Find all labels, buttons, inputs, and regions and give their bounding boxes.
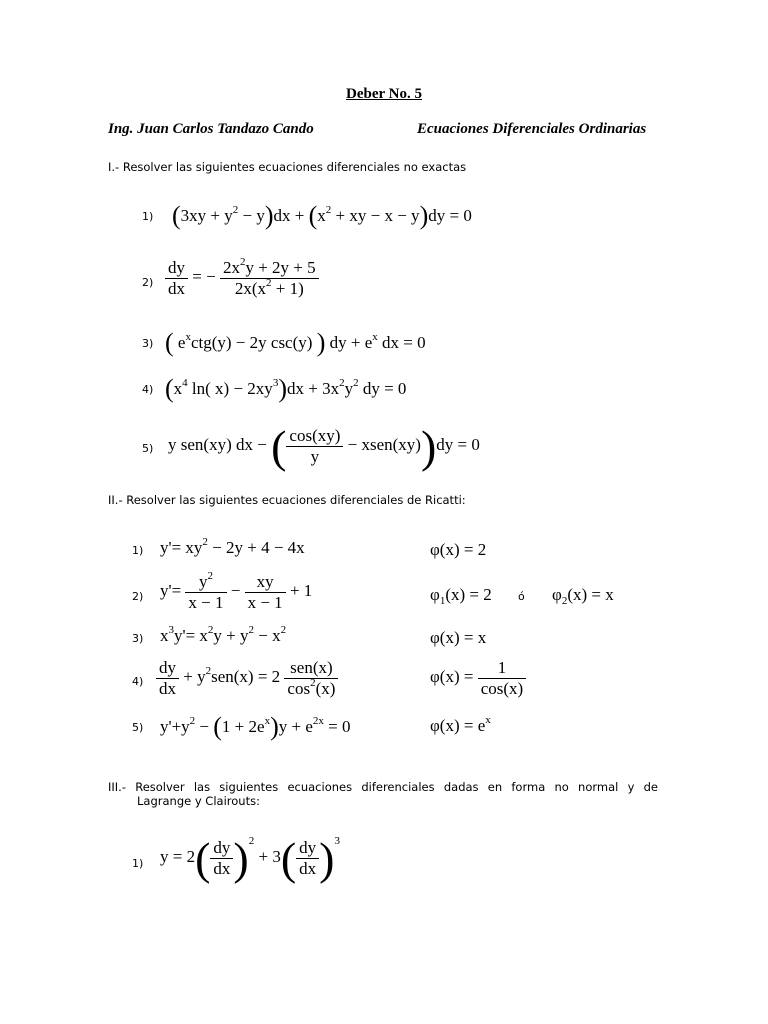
- s2-solution-2a: $\varphi_1(x) = 2$: [430, 585, 492, 607]
- section-3-heading-line1: III.- Resolver las siguientes ecuaciones diferenciales dadas en forma no normal y de: [108, 780, 658, 794]
- s2-solution-5: $\varphi(x) = e^x$: [430, 714, 491, 735]
- s2-or-word: ó: [518, 590, 525, 603]
- s2-equation-4: $\frac{dy}{dx}$ + $y^2sen(x) = 2$ $\frac{\text{sen(x)}}{\cos^2(x)}$: [156, 658, 338, 698]
- s1-equation-4: ($x^4$ ln( $x) - 2xy^3)dx + 3x^2y^2$ dy = 0: [165, 374, 407, 403]
- s1-equation-1: $(3xy + y^2 - y)dx + (x^2$ + xy − x − y)dy = 0: [172, 201, 472, 230]
- s2-item-4-number: 4): [132, 675, 144, 688]
- s1-item-2-number: 2): [142, 276, 154, 289]
- section-3-heading-line2: Lagrange y Clairouts:: [137, 794, 260, 808]
- s2-equation-5: $y'+y^2 - (1 + 2e^x)y + e^{2x} = 0$: [160, 712, 351, 741]
- course-name: Ecuaciones Diferenciales Ordinarias: [417, 121, 647, 137]
- section-2-heading: II.- Resolver las siguientes ecuaciones diferenciales de Ricatti:: [108, 493, 466, 507]
- s1-equation-2: $\frac{dy}{dx}$ = − $\frac{2x^2y + 2y + 5}{2x(x^2 + 1)}$: [165, 258, 319, 298]
- s2-equation-1: $y'= xy^2 - 2y + 4 - 4x$: [160, 536, 305, 557]
- s3-item-1-number: 1): [132, 857, 144, 870]
- s2-item-5-number: 5): [132, 721, 144, 734]
- s2-solution-1: φ(x) = 2: [430, 540, 487, 559]
- s2-solution-3: φ(x) = x: [430, 628, 487, 647]
- section-1-heading: I.- Resolver las siguientes ecuaciones diferenciales no exactas: [108, 160, 467, 174]
- s1-item-1-number: 1): [142, 210, 154, 223]
- s1-item-4-number: 4): [142, 383, 154, 396]
- s2-equation-2: y'= $\frac{y^2}{x - 1}$ − $\frac{xy}{x - 1}$ + 1: [160, 570, 313, 612]
- s2-solution-2b: $\varphi_2(x) = x$: [552, 585, 614, 607]
- author-name: Ing. Juan Carlos Tandazo Cando: [108, 121, 314, 137]
- s2-item-2-number: 2): [132, 590, 144, 603]
- s2-equation-3: $x^3y'= x^2y + y^2 - x^2$: [160, 624, 287, 645]
- s1-equation-5: y sen(xy) dx − ( $\frac{\cos(xy)}{y}$ − xsen(xy))dy = 0: [168, 421, 480, 472]
- s2-solution-4: φ(x) = $\frac{1}{\cos(x)}$: [430, 658, 526, 698]
- s1-equation-3: ( $e^xctg(y) - 2y$ csc(y) ) dy + $e^x$ dx = 0: [165, 328, 426, 357]
- s1-item-5-number: 5): [142, 442, 154, 455]
- s2-item-3-number: 3): [132, 632, 144, 645]
- s1-item-3-number: 3): [142, 337, 154, 350]
- s3-equation-1: y = 2( $\frac{dy}{dx}$ )$^2$ + 3( $\frac{dy}{dx}$ )$^3$: [160, 833, 340, 884]
- page-title: Deber No. 5: [346, 86, 422, 102]
- s2-item-1-number: 1): [132, 544, 144, 557]
